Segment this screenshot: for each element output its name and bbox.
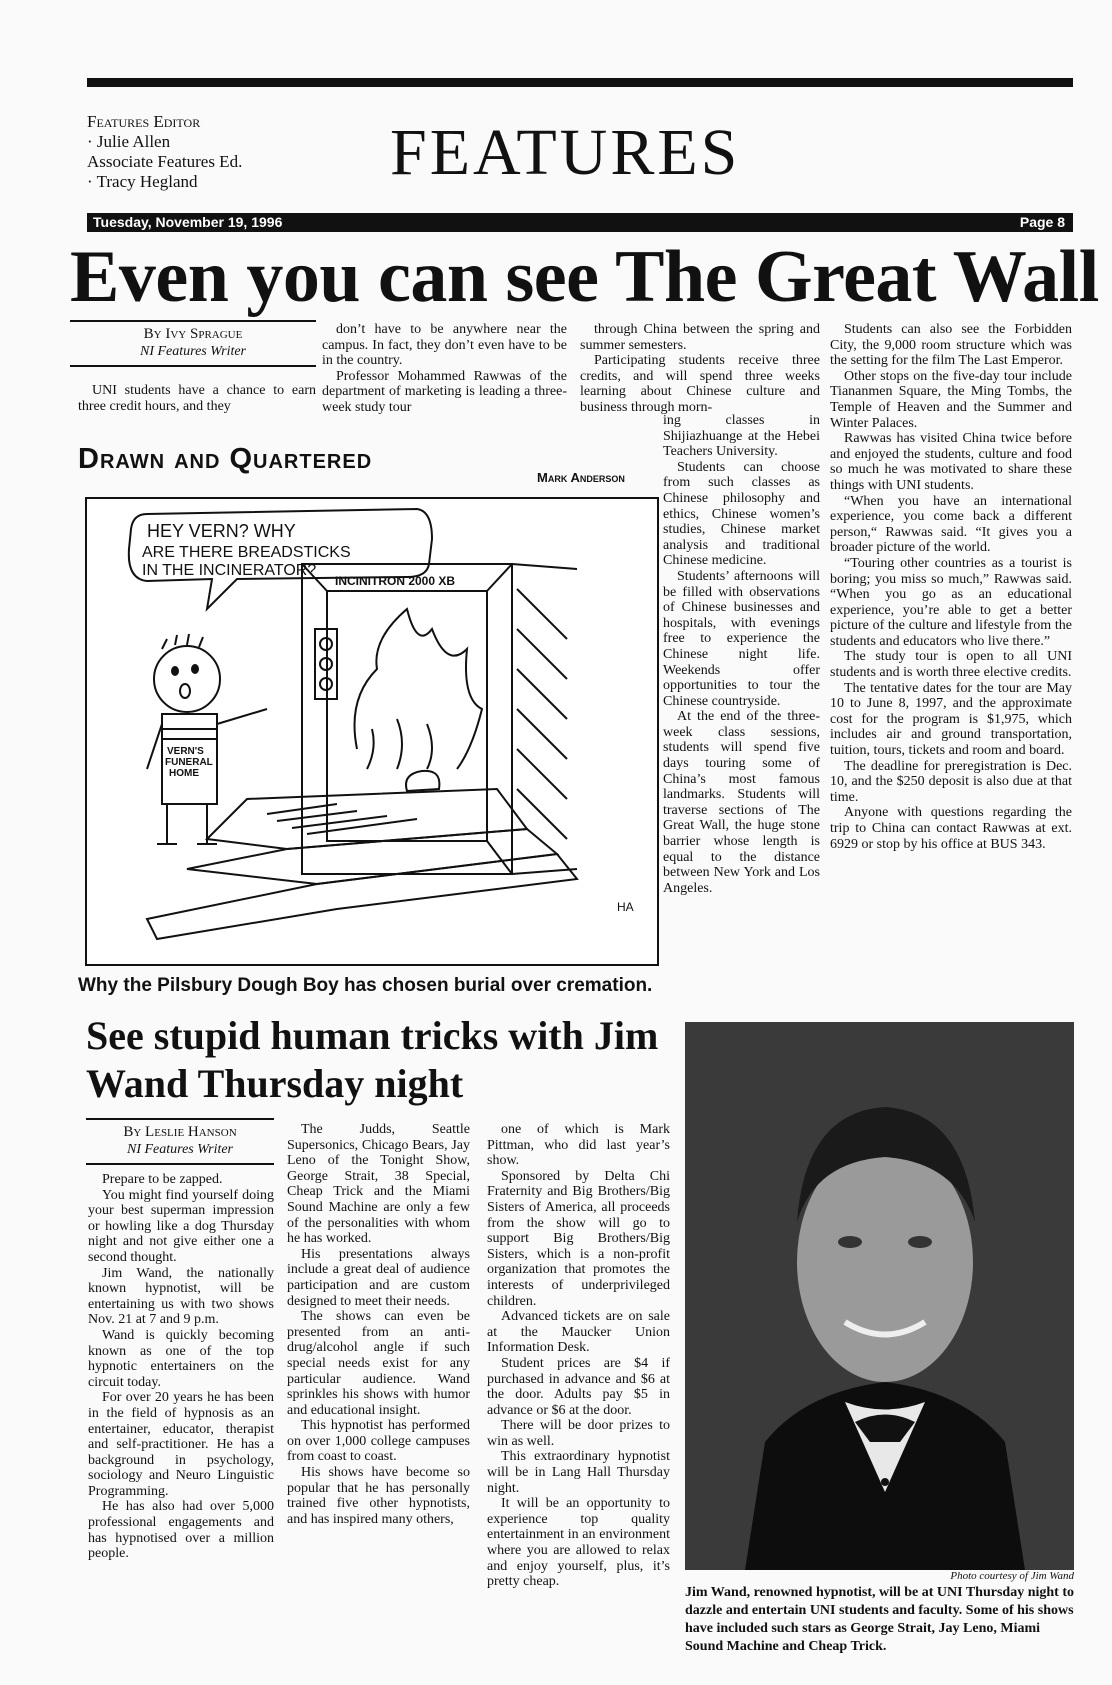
cartoonist-name: Mark Anderson <box>537 470 625 485</box>
paragraph: Other stops on the five-day tour include Tiananmen Square, the Ming Tombs, the Temple of Heaven and the Summer and Winter Palaces. <box>830 368 1072 431</box>
paragraph: Professor Mohammed Rawwas of the department of marketing is leading a three-week study tour <box>322 368 567 415</box>
shirt-line-3: HOME <box>169 768 199 779</box>
date-band <box>87 213 1073 232</box>
byline-role-2: NI Features Writer <box>126 1142 234 1157</box>
top-rule <box>87 78 1073 87</box>
paragraph: The Judds, Seattle Supersonics, Chicago Bears, Jay Leno of the Tonight Show, George Strait, 38 Special, Cheap Trick and the Miami Sound Machine are only a few of the personalities with whom he has worked. <box>287 1122 470 1247</box>
paragraph: It will be an opportunity to experience top quality entertainment in an environment where you are allowed to relax and enjoy yourself, plus, it’s pretty cheap. <box>487 1496 670 1590</box>
speech-line-1: HEY VERN? WHY <box>147 521 296 541</box>
assoc-editor-name: · Tracy Hegland <box>87 172 198 191</box>
paragraph: The deadline for preregistration is Dec. 10, and the $250 deposit is also due at that time. <box>830 758 1072 805</box>
paragraph: Anyone with questions regarding the trip to China can contact Rawwas at ext. 6929 or stop by his office at BUS 343. <box>830 805 1072 852</box>
paragraph: This hypnotist has performed on over 1,000 college campuses from coast to coast. <box>287 1418 470 1465</box>
paragraph: Rawwas has visited China twice before and enjoyed the students, culture and food so much he was motivated to share these things with UNI students. <box>830 431 1072 493</box>
photo-credit: Photo courtesy of Jim Wand <box>950 1570 1074 1582</box>
byline-story1 <box>70 320 316 367</box>
cartoon-drawing <box>87 499 657 964</box>
vern-head <box>154 646 220 712</box>
editor-credits <box>87 112 242 192</box>
story1-column-2 <box>322 322 567 416</box>
paragraph: “When you have an international experience, you come back a different person,“ Rawwas said. “It gives you a broader picture of the world. <box>830 493 1072 556</box>
paragraph: The tentative dates for the tour are May 10 to June 8, 1997, and the approximate cost for the program is $1,975, which includes air and ground transportation, tuition, tours, tickets and room and board. <box>830 680 1072 759</box>
paragraph: “Touring other countries as a tourist is boring; you miss so much,” Rawwas said. “When you go as an educational experience, you’re able to get a better picture of the culture and lifestyle from the students and educators who live there.” <box>830 555 1072 649</box>
paragraph: Wand is quickly becoming known as one of the top hypnotic entertainers on the circuit today. <box>88 1327 274 1390</box>
cartoon-series-title: Drawn and Quartered <box>78 443 373 475</box>
paragraph: UNI students have a chance to earn three credit hours, and they <box>78 383 316 414</box>
cartoon-caption: Why the Pilsbury Dough Boy has chosen burial over cremation. <box>78 975 653 996</box>
jim-wand-photo <box>685 1022 1074 1570</box>
editor-role: Features Editor <box>87 112 201 131</box>
speech-line-2: ARE THERE BREADSTICKS <box>142 544 351 561</box>
paragraph: Advanced tickets are on sale at the Maucker Union Information Desk. <box>487 1309 670 1356</box>
shirt-line-2: FUNERAL <box>165 757 213 768</box>
paragraph: Student prices are $4 if purchased in advance and $6 at the door. Adults pay $5 in advance or $6 at the door. <box>487 1355 670 1418</box>
paragraph: His shows have become so popular that he has personally trained five other hypnotists, and has inspired many others, <box>287 1465 470 1527</box>
paragraph: His presentations always include a great deal of audience participation and are custom designed to meet their needs. <box>287 1246 470 1309</box>
paragraph: He has also had over 5,000 professional engagements and has hypnotised over a million people. <box>88 1499 274 1562</box>
story1-column-3 <box>663 413 820 896</box>
paragraph: Students can also see the Forbidden City, the 9,000 room structure which was the setting for the film The Last Emperor. <box>830 322 1072 369</box>
paragraph: Prepare to be zapped. <box>102 1172 223 1187</box>
paragraph: For over 20 years he has been in the field of hypnosis as an entertainer, educator, therapist and self-practitioner. He has a background in psychology, sociology and Neuro Linguistic Programming. <box>88 1390 274 1499</box>
paragraph: through China between the spring and summer semesters. <box>580 322 820 353</box>
paragraph: The study tour is open to all UNI students and is worth three elective credits. <box>830 649 1072 681</box>
byline-name-2: By Leslie Hanson <box>123 1124 237 1140</box>
story2-column-3 <box>487 1122 670 1590</box>
speech-line-3: IN THE INCINERATOR? <box>142 562 317 579</box>
paragraph: You might find yourself doing your best superman impression or howling like a dog Thursday night and not give either one a second thought. <box>88 1187 274 1265</box>
byline-story2 <box>86 1118 274 1165</box>
headline-great-wall: Even you can see The Great Wall <box>70 236 1099 318</box>
cartoon-signature: HA <box>617 900 634 914</box>
paragraph: ing classes in Shijiazhuange at the Hebei Teachers University. <box>663 413 820 460</box>
paragraph: At the end of the three-week class sessions, students will spend five days touring some of China’s most famous landmarks. Students will traverse sections of The Great Wall, the huge stone barrier whose length is equal to the distance between New York and Los Angeles. <box>663 709 820 896</box>
story1-column-4 <box>830 322 1072 852</box>
section-title: FEATURES <box>390 116 741 189</box>
shirt-line-1: VERN'S <box>167 746 204 757</box>
paragraph: Sponsored by Delta Chi Fraternity and Big Brothers/Big Sisters of America, all proceeds from the show will go to support Big Brothers/Big Sisters, which is a non-profit organization that promotes the interests of underprivileged children. <box>487 1168 670 1309</box>
paragraph: Students can choose from such classes as Chinese philosophy and ethics, Chinese women’s studies, Chinese market analysis and traditional Chinese medicine. <box>663 459 820 569</box>
paragraph: There will be door prizes to win as well. <box>487 1418 670 1449</box>
editor-name: · Julie Allen <box>87 132 171 151</box>
paragraph: The shows can even be presented from an anti-drug/alcohol angle if such special needs exist for any particular audience. Wand sprinkles his shows with humor and educational insight. <box>287 1309 470 1418</box>
story1-column-1 <box>78 383 316 414</box>
paragraph: Participating students receive three credits, and will spend three weeks learning about Chinese culture and business through morn- <box>580 353 820 415</box>
assoc-editor-role: Associate Features Ed. <box>87 152 243 171</box>
story1-column-3-top <box>580 322 820 416</box>
byline-name: By Ivy Sprague <box>143 326 243 342</box>
byline-role: NI Features Writer <box>139 344 247 359</box>
cartoon-panel <box>85 497 659 966</box>
headline-jim-wand: See stupid human tricks with Jim Wand Thursday night <box>86 1013 659 1106</box>
photo-caption: Jim Wand, renowned hypnotist, will be at UNI Thursday night to dazzle and entertain UNI students and faculty. Some of his shows have included such stars as George Strait, Jay Leno, Miami Sound Machine and Cheap Trick. <box>685 1585 1074 1654</box>
story2-column-1 <box>88 1172 274 1562</box>
paragraph: Jim Wand, the nationally known hypnotist, will be entertaining us with two shows Nov. 21 at 7 and 9 p.m. <box>88 1265 274 1328</box>
page-number: Page 8 <box>1019 214 1065 230</box>
issue-date: Tuesday, November 19, 1996 <box>93 214 283 230</box>
paragraph: Students’ afternoons will be filled with observations of Chinese businesses and hospitals, with evenings free to experience the Chinese night life. Weekends offer opportunities to tour the Chinese countryside. <box>663 568 820 709</box>
story2-column-2 <box>287 1122 470 1527</box>
paragraph: one of which is Mark Pittman, who did last year’s show. <box>487 1122 670 1169</box>
paragraph: don’t have to be anywhere near the campus. In fact, they don’t even have to be in the country. <box>322 322 567 369</box>
incinerator-label: INCINITRON 2000 XB <box>335 574 456 588</box>
paragraph: This extraordinary hypnotist will be in Lang Hall Thursday night. <box>487 1449 670 1496</box>
